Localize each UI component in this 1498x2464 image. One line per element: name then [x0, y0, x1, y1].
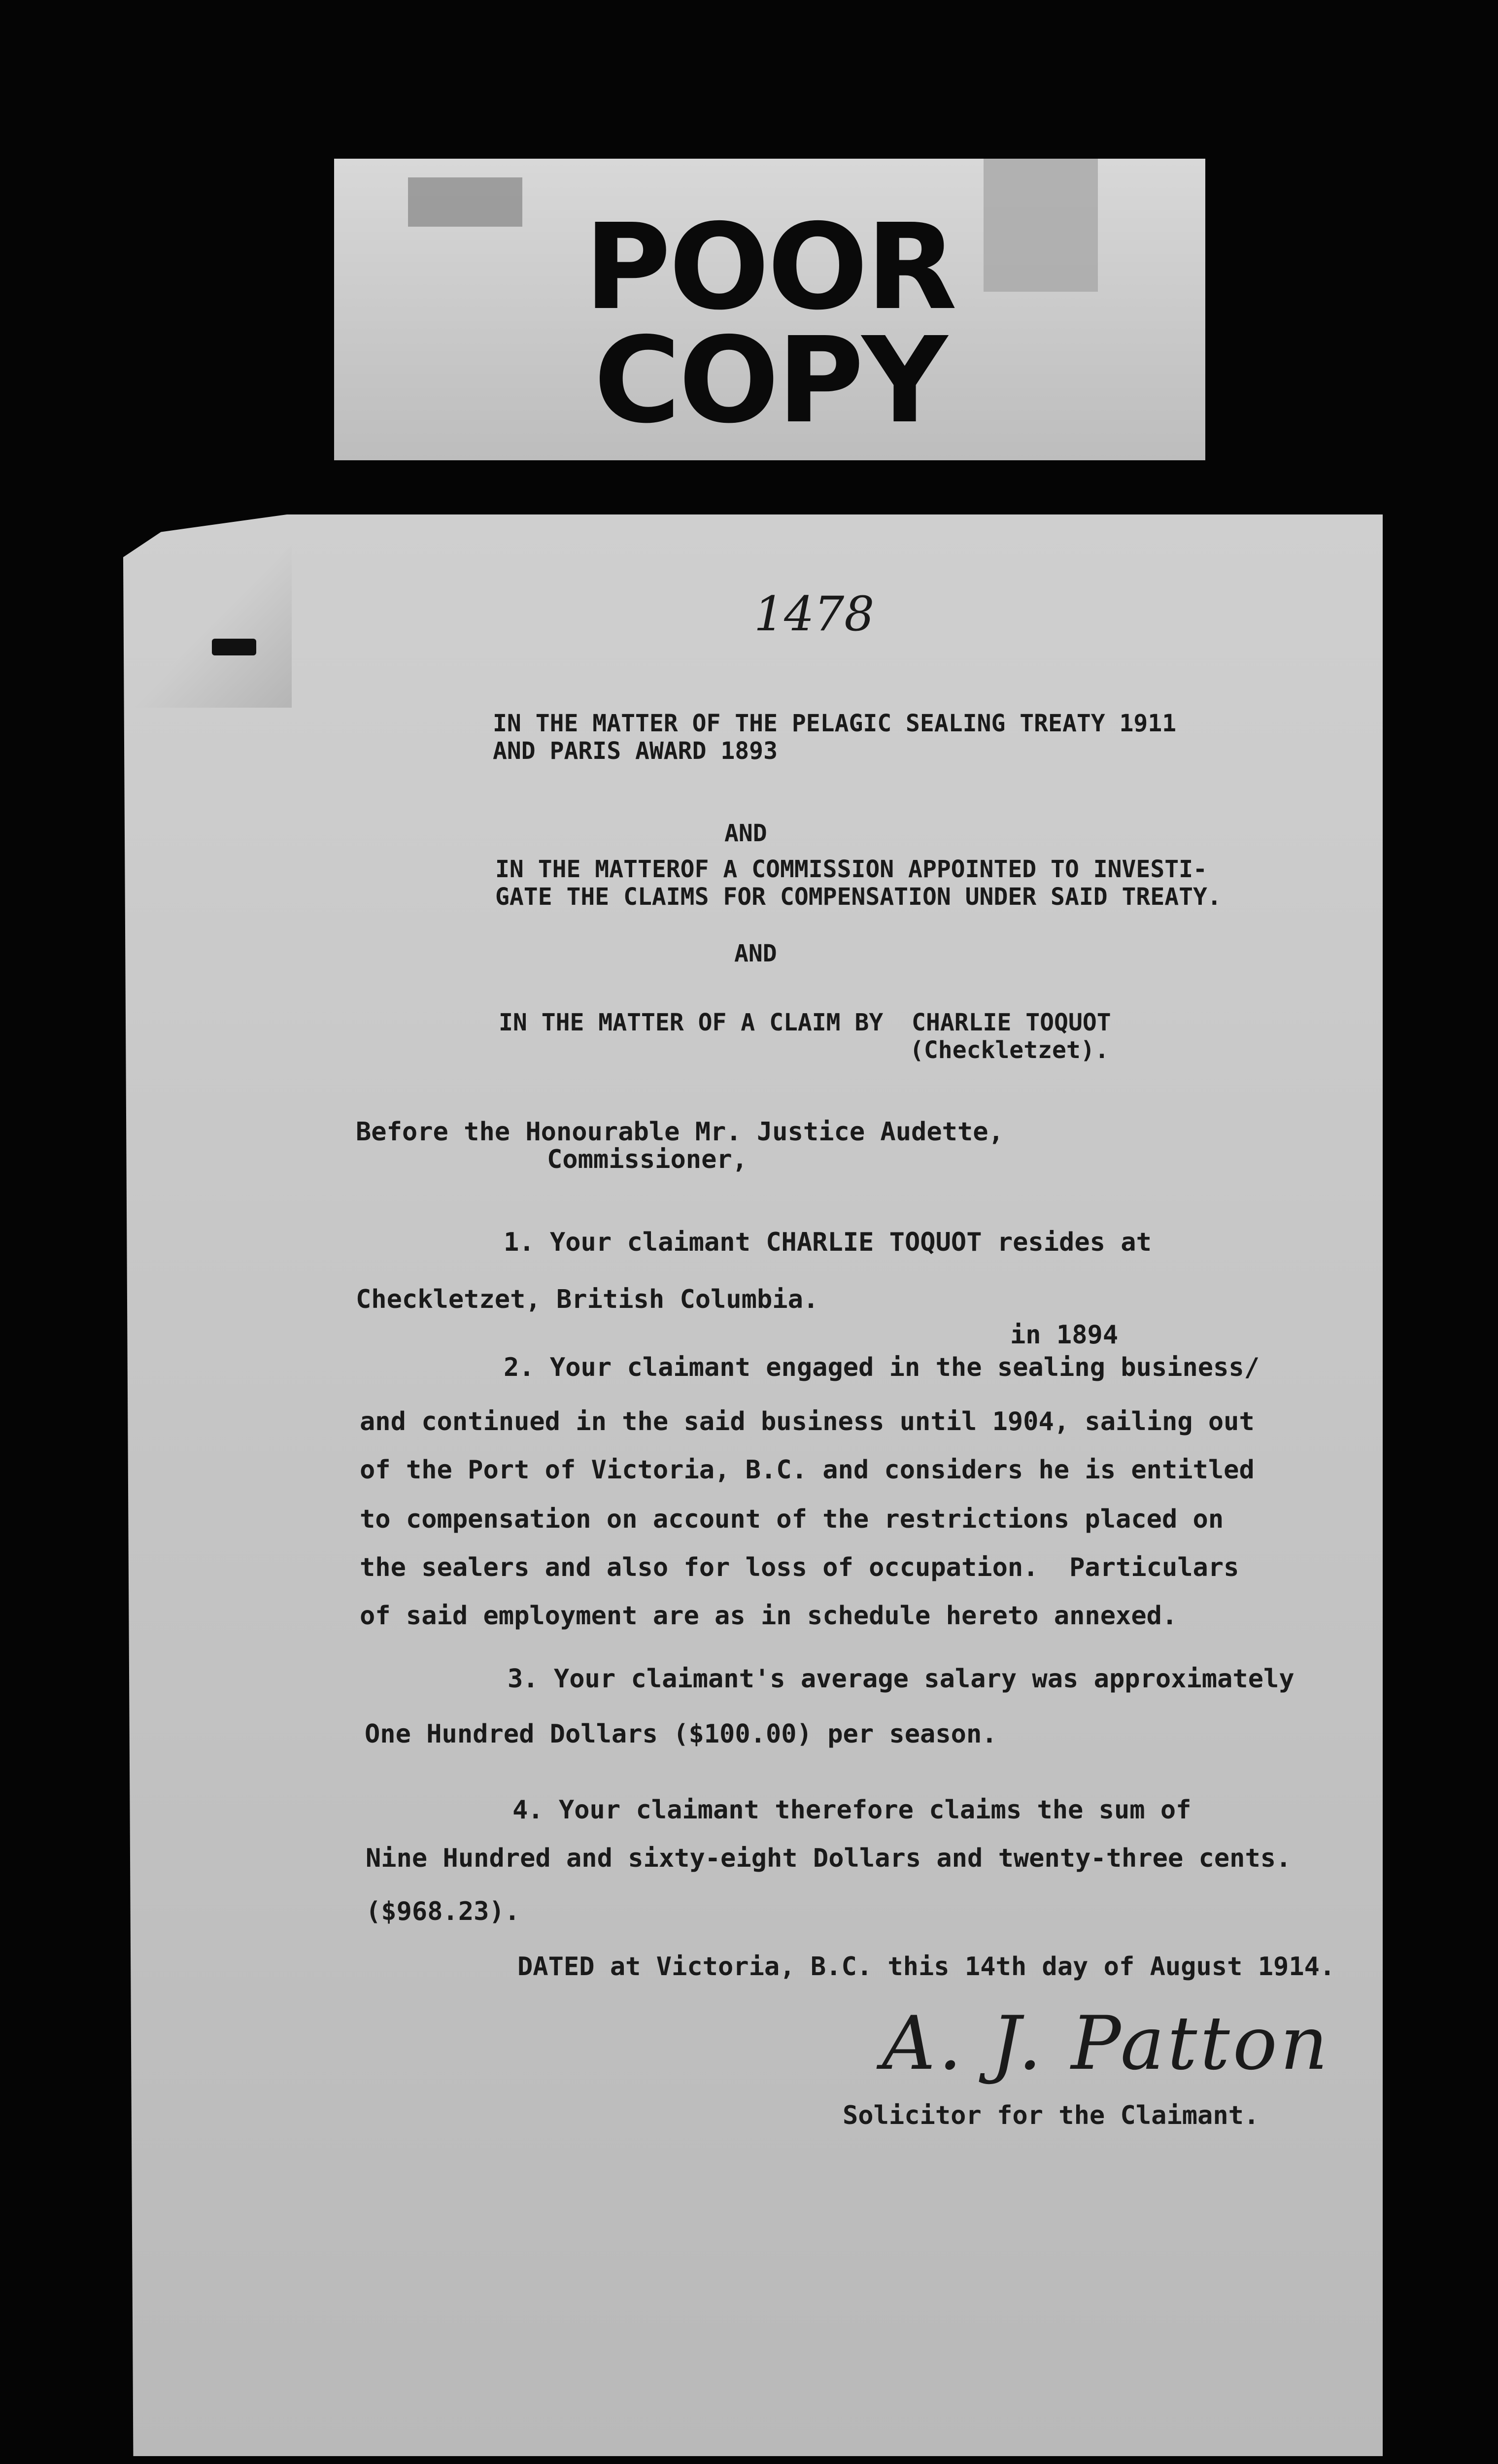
heading-claim: IN THE MATTER OF A CLAIM BY CHARLIE TOQUOT	[499, 1009, 1111, 1036]
heading-claim-sub: (Checkletzet).	[910, 1036, 1109, 1064]
paragraph-4-line3: ($968.23).	[366, 1897, 520, 1926]
solicitor-line: Solicitor for the Claimant.	[843, 2101, 1260, 2130]
paper-clip-mark	[212, 639, 256, 655]
paragraph-2-line3: of the Port of Victoria, B.C. and considers he is entitled	[360, 1455, 1255, 1485]
paragraph-4-line2: Nine Hundred and sixty-eight Dollars and twenty-three cents.	[366, 1844, 1292, 1873]
paragraph-2-line6: of said employment are as in schedule hereto annexed.	[360, 1601, 1178, 1631]
heading-treaty-line2: AND PARIS AWARD 1893	[493, 737, 778, 765]
heading-treaty-line1: IN THE MATTER OF THE PELAGIC SEALING TREATY 1911	[493, 710, 1177, 737]
paragraph-1-line1: 1. Your claimant CHARLIE TOQUOT resides at	[504, 1228, 1152, 1257]
paragraph-2-line2: and continued in the said business until 1904, sailing out	[360, 1407, 1255, 1437]
before-line2: Commissioner,	[547, 1145, 748, 1174]
paragraph-4-line1: 4. Your claimant therefore claims the sum of	[512, 1795, 1192, 1825]
paragraph-3-line1: 3. Your claimant's average salary was approximately	[508, 1664, 1294, 1694]
paragraph-2-line5: the sealers and also for loss of occupation. Particulars	[360, 1553, 1239, 1582]
paragraph-1-line2: Checkletzet, British Columbia.	[356, 1285, 819, 1314]
dated-line: DATED at Victoria, B.C. this 14th day of August 1914.	[517, 1952, 1335, 1982]
paragraph-2-insert: in 1894	[1010, 1320, 1119, 1350]
and-separator: AND	[724, 820, 767, 847]
poor-copy-banner	[334, 159, 1205, 460]
heading-commission-line1: IN THE MATTEROF A COMMISSION APPOINTED TO INVESTI-	[495, 856, 1207, 883]
document-number: 1478	[754, 586, 875, 642]
poor-copy-line1: POOR	[584, 198, 955, 336]
paragraph-2-line4: to compensation on account of the restrictions placed on	[360, 1505, 1224, 1534]
signature: A. J. Patton	[882, 2001, 1331, 2087]
paragraph-3-line2: One Hundred Dollars ($100.00) per season.	[365, 1719, 997, 1749]
heading-commission-line2: GATE THE CLAIMS FOR COMPENSATION UNDER SAID TREATY.	[495, 883, 1222, 911]
poor-copy-line2: COPY	[594, 311, 946, 449]
and-separator: AND	[734, 940, 777, 967]
before-line1: Before the Honourable Mr. Justice Audette,	[356, 1117, 1004, 1147]
paragraph-2-line1: 2. Your claimant engaged in the sealing business/	[504, 1353, 1260, 1382]
